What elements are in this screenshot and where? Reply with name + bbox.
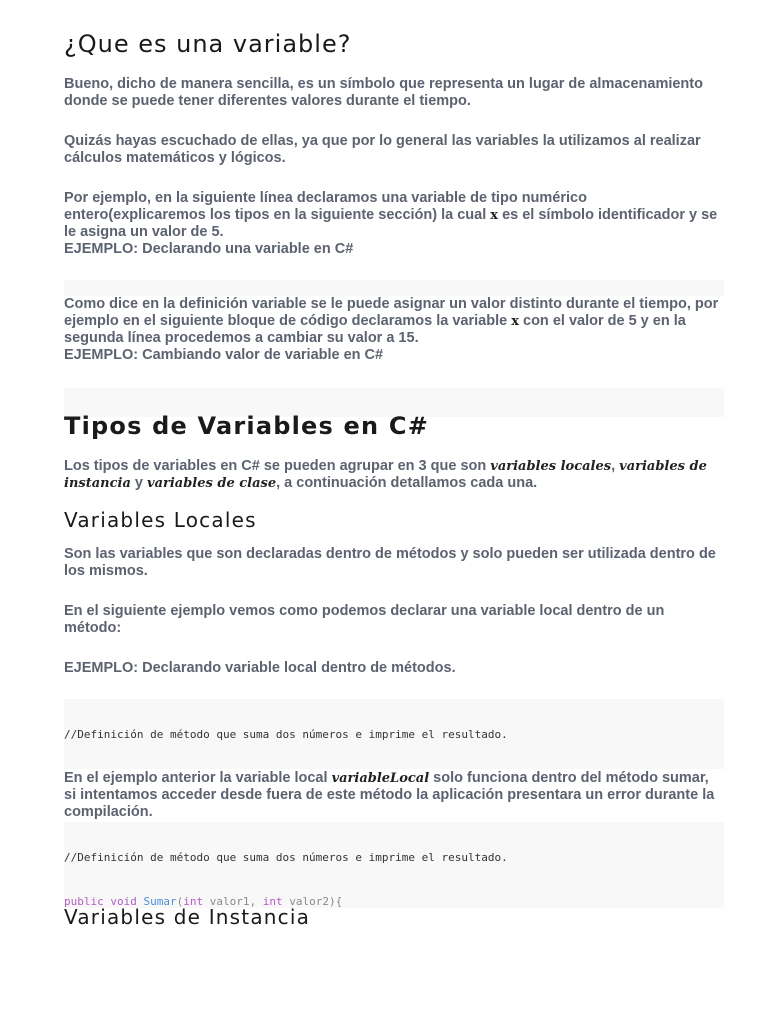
code-comment: //Definición de método que suma dos números e imprime el resultado. <box>64 851 508 864</box>
intro-p3-text-before: Por ejemplo, en la siguiente línea declaramos una variable de tipo numérico entero(explicaremos los tipos en la siguiente sección) la cual <box>64 190 587 223</box>
error-text-before: En el ejemplo anterior la variable local <box>64 770 328 786</box>
instancia-heading: Variables de Instancia <box>64 905 311 929</box>
code-comment: //Definición de método que suma dos números e imprime el resultado. <box>64 728 508 741</box>
types-heading: Tipos de Variables en C# <box>64 412 429 440</box>
types-text-after: , a continuación detallamos cada una. <box>276 475 538 491</box>
change-text-after: con el valor de 5 y en la segunda línea procedemos a cambiar su valor a 15. <box>64 313 686 346</box>
code-block-error <box>64 822 724 908</box>
change-value-paragraph <box>64 296 724 364</box>
intro-paragraph-1: Bueno, dicho de manera sencilla, es un símbolo que representa un lugar de almacenamiento donde se puede tener diferentes valores durante el tiempo. <box>64 76 703 109</box>
page-title: ¿Que es una variable? <box>64 30 352 58</box>
locales-paragraph-2: En el siguiente ejemplo vemos como podemos declarar una variable local dentro de un método: <box>64 603 665 636</box>
code-keyword: int <box>183 894 204 908</box>
variable-x-symbol: x <box>511 314 519 329</box>
types-intro-paragraph <box>64 458 724 492</box>
code-paren: ){ <box>328 894 343 908</box>
error-paragraph <box>64 770 724 821</box>
intro-p3-text-after: es el símbolo identificador y se le asigna un valor de 5. <box>64 207 718 240</box>
code-keyword: void <box>110 894 137 908</box>
example-1-label: EJEMPLO: Declarando una variable en C# <box>64 241 354 257</box>
error-text-after: solo funciona dentro del método sumar, si intentamos acceder desde fuera de este método la aplicación presentara un error durante la compilación. <box>64 770 715 820</box>
conjunction: y <box>134 475 143 491</box>
code-block-local <box>64 699 724 769</box>
code-keyword: public <box>64 894 104 908</box>
example-2-label: EJEMPLO: Cambiando valor de variable en C# <box>64 347 384 363</box>
locales-paragraph-1: Son las variables que son declaradas dentro de métodos y solo pueden ser utilizada dentro de los mismos. <box>64 546 716 579</box>
change-text-before: Como dice en la definición variable se le puede asignar un valor distinto durante el tiempo, por ejemplo en el siguiente bloque de código declaramos la variable <box>64 296 719 329</box>
example-3-label: EJEMPLO: Declarando variable local dentro de métodos. <box>64 660 456 676</box>
type-instancia: variables de instancia <box>64 459 707 491</box>
comma: , <box>611 458 616 474</box>
code-method-name: Sumar <box>143 894 177 908</box>
code-param: valor1, <box>209 894 257 908</box>
intro-paragraph-3 <box>64 190 724 258</box>
variable-x-symbol: x <box>490 208 499 223</box>
code-param: valor2 <box>289 894 329 908</box>
variable-local-symbol: variableLocal <box>331 771 430 786</box>
code-block-declare <box>64 280 724 296</box>
type-clase: variables de clase <box>147 476 277 491</box>
locales-heading: Variables Locales <box>64 508 257 532</box>
type-local: variables locales <box>490 459 612 474</box>
code-keyword: int <box>262 894 283 908</box>
types-text-before: Los tipos de variables en C# se pueden agrupar en 3 que son <box>64 458 487 474</box>
code-paren: ( <box>176 894 184 908</box>
intro-paragraph-2: Quizás hayas escuchado de ellas, ya que por lo general las variables la utilizamos al realizar cálculos matemáticos y lógicos. <box>64 133 701 166</box>
